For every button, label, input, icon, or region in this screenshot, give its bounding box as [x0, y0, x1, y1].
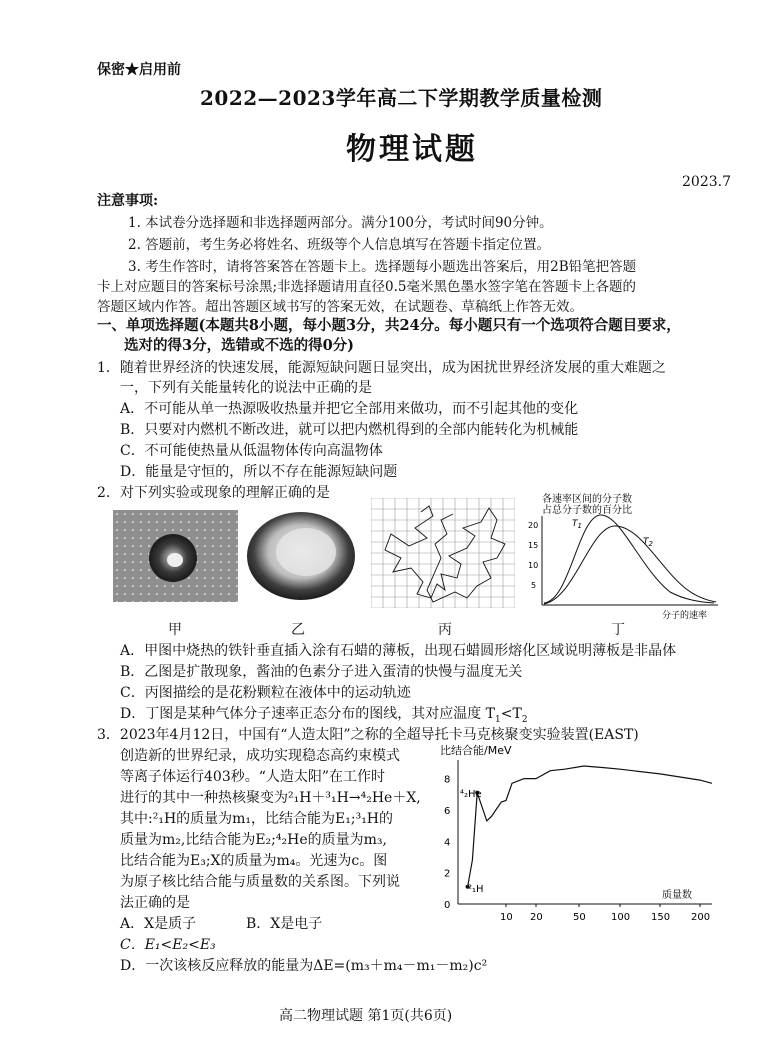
exam-date: 2023.7 — [682, 174, 731, 190]
q2-option-d: D．丁图是某种气体分子速率正态分布的图线，其对应温度 $T_1<T_2$ — [120, 706, 528, 725]
q3-line-2: 等离子体运行403秒。“人造太阳”在工作时 — [120, 769, 386, 785]
ding-ytick-10: 10 — [528, 561, 539, 570]
be-ytick-2: 2 — [444, 868, 451, 880]
subject-title: 物理试题 — [346, 132, 478, 167]
q3-option-a: A．X是质子 — [120, 916, 197, 932]
be-ytick-4: 4 — [444, 837, 451, 849]
q2-stem: 2．对下列实验或现象的理解正确的是 — [97, 485, 330, 501]
be-xtick-200: 200 — [691, 912, 711, 923]
figure-ding-label: 丁 — [611, 622, 625, 638]
q1-option-c: C．不可能使热量从低温物体传向高温物体 — [120, 443, 383, 459]
q1-option-b: B．只要对内燃机不断改进，就可以把内燃机得到的全部内能转化为机械能 — [120, 422, 579, 438]
be-he-label: ⁴₂He — [460, 789, 482, 800]
ding-ytick-5: 5 — [531, 581, 537, 590]
q1-option-a: A．不可能从单一热源吸收热量并把它全部用来做功，而不引起其他的变化 — [120, 401, 579, 417]
be-xtick-50: 50 — [573, 912, 586, 923]
be-xtick-100: 100 — [611, 912, 631, 923]
q3-line-6: 比结合能为E₃;X的质量为m₄。光速为c。图 — [120, 853, 388, 869]
q3-line-5: 质量为m₂,比结合能为E₂;⁴₂He的质量为m₃, — [120, 832, 387, 848]
be-xtick-20: 20 — [530, 912, 543, 923]
be-curve — [468, 766, 712, 887]
figure-yi-label: 乙 — [291, 622, 305, 638]
be-ytick-8: 8 — [444, 774, 451, 786]
be-ytick-6: 6 — [444, 805, 451, 817]
q3-line-1: 创造新的世界纪录，成功实现稳态高约束模式 — [120, 748, 400, 764]
q1-option-d: D．能量是守恒的，所以不存在能源短缺问题 — [120, 464, 398, 480]
q3-line-7: 为原子核比结合能与质量数的关系图。下列说 — [120, 874, 400, 890]
notice-item-3: 3. 考生作答时，请将答案答在答题卡上。选择题每小题选出答案后，用2B铅笔把答题 — [128, 259, 637, 275]
notice-heading: 注意事项: — [97, 193, 159, 209]
q3-option-d: D．一次该核反应释放的能量为ΔE=(m₃＋m₄－m₁－m₂)c² — [120, 958, 488, 974]
section-heading-cont: 选对的得3分，选错或不选的得0分) — [124, 337, 355, 354]
q1-stem: 1．随着世界经济的快速发展，能源短缺问题日显突出，成为困扰世界经济发展的重大难题之 — [97, 360, 666, 376]
be-ytick-0: 0 — [444, 900, 451, 911]
be-h-label: ²₁H — [468, 884, 484, 895]
be-xlabel: 质量数 — [662, 890, 692, 901]
ding-label-t1: $T_1$ — [572, 519, 582, 530]
q3-line-3: 进行的其中一种热核聚变为²₁H＋³₁H→⁴₂He＋X, — [120, 790, 421, 806]
ding-ytick-20: 20 — [528, 521, 539, 530]
binding-energy-chart — [430, 742, 720, 944]
secret-label: 保密★启用前 — [97, 62, 181, 78]
section-heading: 一、单项选择题(本题共8小题，每小题3分，共24分。每小题只有一个选项符合题目要求， — [97, 317, 681, 334]
notice-item-2: 2. 答题前，考生务必将姓名、班级等个人信息填写在答题卡指定位置。 — [128, 237, 551, 253]
notice-item-3-cont2: 答题区域内作答。超出答题区域书写的答案无效，在试题卷、草稿纸上作答无效。 — [97, 299, 583, 315]
ding-xlabel: 分子的速率 — [662, 611, 708, 621]
q1-stem-cont: 一，下列有关能量转化的说法中正确的是 — [120, 380, 372, 396]
ding-curve-t2 — [544, 526, 716, 604]
q2-option-b: B．乙图是扩散现象，酱油的色素分子进入蛋清的快慢与温度无关 — [120, 664, 523, 680]
ding-title-1: 各速率区间的分子数 — [542, 494, 632, 505]
q2-option-c: C．丙图描绘的是花粉颗粒在液体中的运动轨迹 — [120, 685, 411, 701]
q3-option-c: C．E₁<E₂<E₃ — [120, 937, 216, 953]
notice-item-1: 1. 本试卷分选择题和非选择题两部分。满分100分，考试时间90分钟。 — [128, 215, 553, 231]
q3-stem: 3．2023年4月12日，中国有“人造太阳”之称的全超导托卡马克核聚变实验装置(EAST) — [97, 727, 639, 743]
q3-line-4: 其中:²₁H的质量为m₁，比结合能为E₁;³₁H的 — [120, 811, 394, 827]
page-footer: 高二物理试题 第1页(共6页) — [279, 1008, 453, 1024]
figure-bing-label: 丙 — [438, 622, 452, 638]
be-xtick-150: 150 — [651, 912, 671, 923]
be-xtick-10: 10 — [500, 912, 513, 923]
figure-ding-chart — [520, 488, 720, 628]
exam-title: 2022—2023学年高二下学期教学质量检测 — [200, 86, 603, 110]
ding-ytick-15: 15 — [528, 541, 539, 550]
ding-curve-t1 — [544, 515, 714, 603]
q3-option-b: B．X是电子 — [246, 916, 323, 932]
ding-label-t2: $T_2$ — [643, 537, 653, 548]
be-ylabel: 比结合能/MeV — [440, 744, 512, 757]
figure-bing-trajectory — [371, 498, 515, 608]
figure-jia-label: 甲 — [168, 622, 182, 638]
figure-jia-photo — [113, 510, 238, 602]
q3-line-8: 法正确的是 — [120, 895, 190, 911]
notice-item-3-cont1: 卡上对应题目的答案标号涂黑;非选择题请用直径0.5毫米黑色墨水签字笔在答题卡上各题的 — [97, 279, 637, 295]
figure-yi-photo — [246, 508, 356, 602]
q2-option-a: A．甲图中烧热的铁针垂直插入涂有石蜡的薄板，出现石蜡圆形熔化区域说明薄板是非晶体 — [120, 643, 677, 659]
ding-title-2: 占总分子数的百分比 — [542, 505, 632, 516]
